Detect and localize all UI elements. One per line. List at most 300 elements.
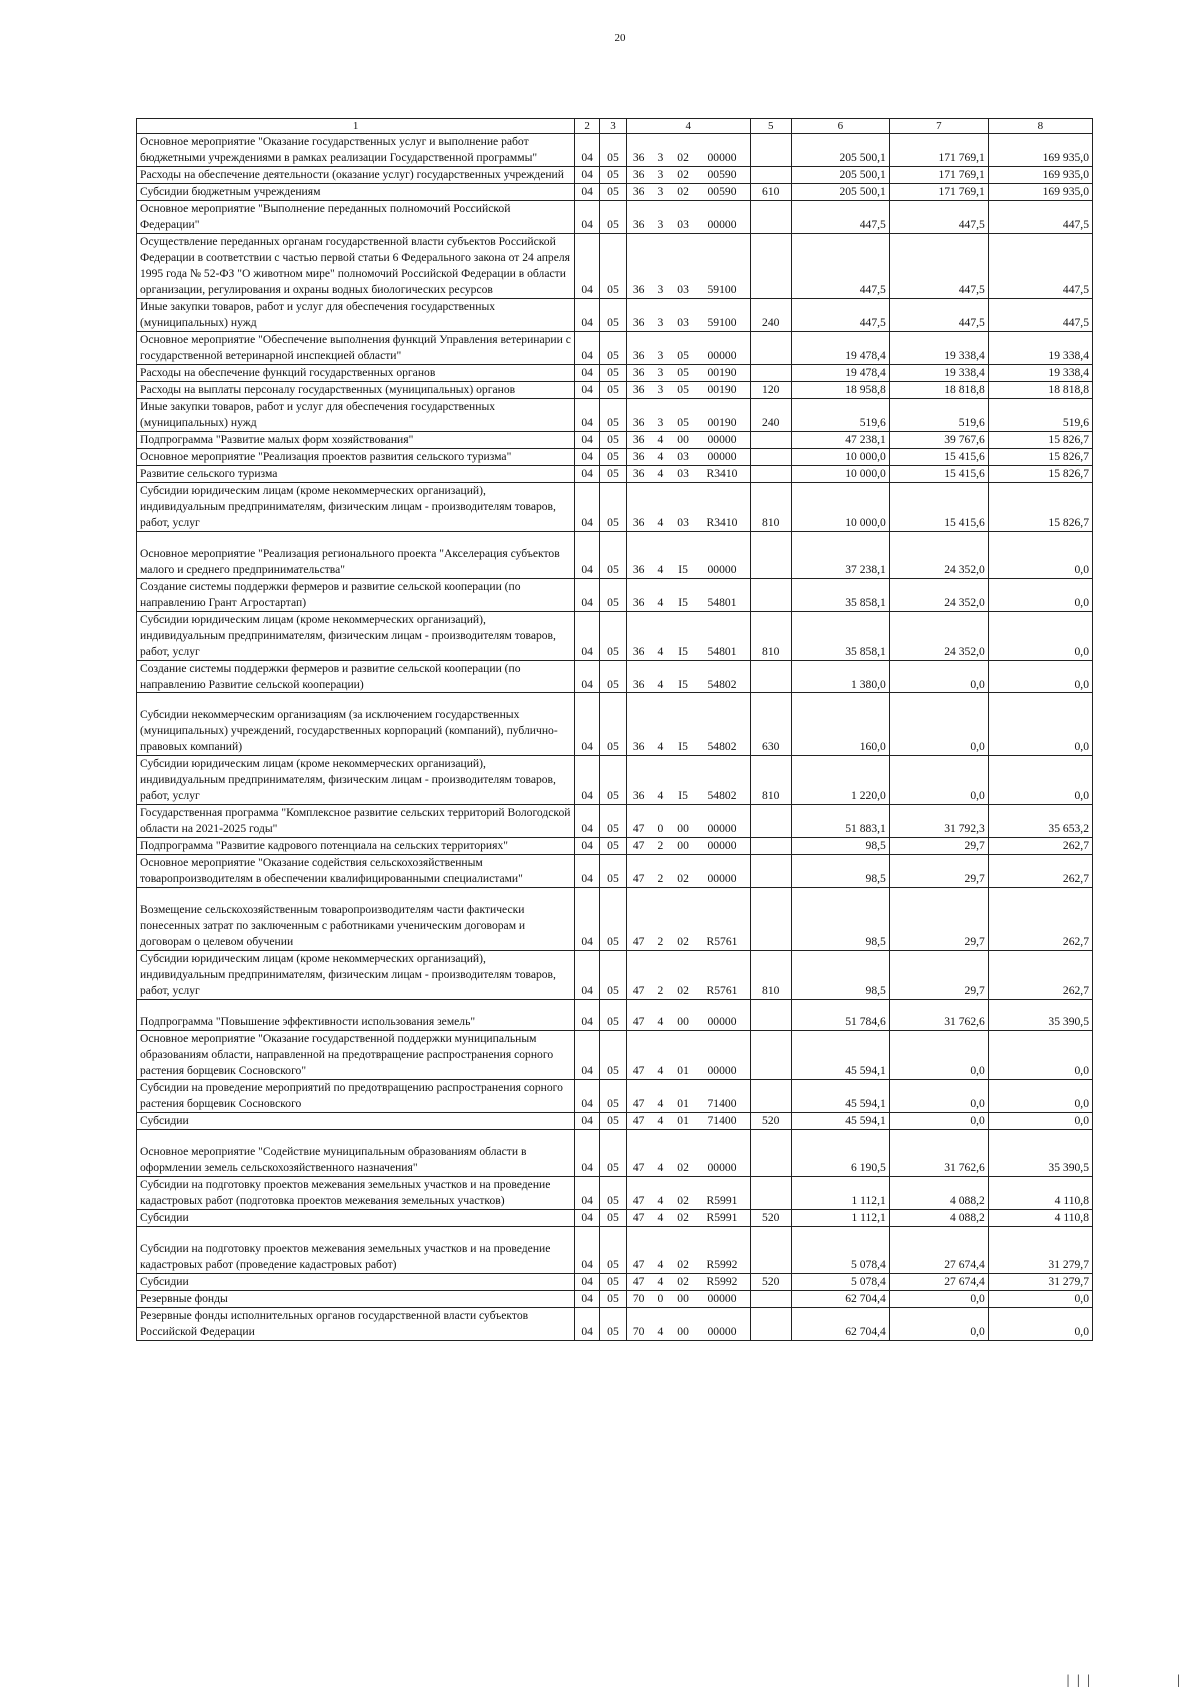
code-section: 04 — [575, 756, 600, 805]
code-program: 36 — [626, 611, 649, 660]
row-name: Основное мероприятие "Выполнение переданных полномочий Российской Федерации" — [137, 200, 575, 233]
code-subsection: 05 — [600, 448, 627, 465]
table-row — [137, 578, 1093, 611]
amount-col6: 5 078,4 — [791, 1274, 889, 1291]
table-row — [137, 756, 1093, 805]
amount-col7: 4 088,2 — [889, 1210, 988, 1227]
amount-col8: 35 390,5 — [988, 1000, 1092, 1031]
code-subsection: 05 — [600, 1080, 627, 1113]
code-program: 36 — [626, 756, 649, 805]
amount-col6: 205 500,1 — [791, 183, 889, 200]
row-name: Субсидии юридическим лицам (кроме некоммерческих организаций), индивидуальным предпринимателям, физическим лицам - производителям товаров, работ, услуг — [137, 951, 575, 1000]
row-name: Иные закупки товаров, работ и услуг для обеспечения государственных (муниципальных) нужд — [137, 398, 575, 431]
code-subsection: 05 — [600, 134, 627, 167]
code-subprogram: 3 — [649, 381, 672, 398]
code-expense-type: 810 — [750, 756, 791, 805]
code-subsection: 05 — [600, 1290, 627, 1307]
row-name: Расходы на обеспечение функций государственных органов — [137, 364, 575, 381]
code-expense-type — [750, 233, 791, 298]
amount-col6: 45 594,1 — [791, 1031, 889, 1080]
code-program: 47 — [626, 888, 649, 951]
code-subprogram: 4 — [649, 1177, 672, 1210]
amount-col8: 15 826,7 — [988, 482, 1092, 531]
table-row — [137, 134, 1093, 167]
amount-col7: 19 338,4 — [889, 331, 988, 364]
code-event: 00 — [672, 1307, 695, 1340]
code-subsection: 05 — [600, 693, 627, 756]
code-subprogram: 3 — [649, 134, 672, 167]
code-expense-type: 120 — [750, 381, 791, 398]
code-section: 04 — [575, 888, 600, 951]
code-event: 01 — [672, 1031, 695, 1080]
code-subsection: 05 — [600, 166, 627, 183]
code-expense-type — [750, 331, 791, 364]
amount-col7: 171 769,1 — [889, 134, 988, 167]
amount-col8: 0,0 — [988, 531, 1092, 578]
code-event: 02 — [672, 951, 695, 1000]
table-row — [137, 1130, 1093, 1177]
code-subprogram: 3 — [649, 183, 672, 200]
code-expense-type — [750, 1000, 791, 1031]
code-program: 36 — [626, 531, 649, 578]
row-name: Осуществление переданных органам государственной власти субъектов Российской Федерации в соответствии с частью первой статьи 6 Федерального закона от 24 апреля 1995 года № 52-ФЗ "О животном мире" полномочий Российской Федерации в области организации, регулирования и охраны водных биологических ресурсов — [137, 233, 575, 298]
table-row — [137, 1227, 1093, 1274]
code-program: 36 — [626, 578, 649, 611]
amount-col7: 31 762,6 — [889, 1000, 988, 1031]
code-section: 04 — [575, 838, 600, 855]
code-subsection: 05 — [600, 611, 627, 660]
amount-col6: 447,5 — [791, 233, 889, 298]
code-direction: 54802 — [694, 756, 750, 805]
code-event: I5 — [672, 693, 695, 756]
amount-col6: 98,5 — [791, 951, 889, 1000]
code-section: 04 — [575, 1177, 600, 1210]
budget-table — [136, 118, 1093, 1341]
amount-col8: 0,0 — [988, 756, 1092, 805]
code-section: 04 — [575, 1031, 600, 1080]
code-section: 04 — [575, 233, 600, 298]
code-expense-type: 240 — [750, 298, 791, 331]
code-event: 03 — [672, 448, 695, 465]
code-expense-type — [750, 1031, 791, 1080]
code-subsection: 05 — [600, 531, 627, 578]
code-subsection: 05 — [600, 200, 627, 233]
amount-col7: 519,6 — [889, 398, 988, 431]
column-header: 3 — [600, 119, 627, 134]
code-expense-type — [750, 838, 791, 855]
table-row — [137, 1000, 1093, 1031]
code-direction: 54802 — [694, 693, 750, 756]
code-expense-type — [750, 805, 791, 838]
amount-col6: 1 380,0 — [791, 660, 889, 693]
amount-col6: 19 478,4 — [791, 364, 889, 381]
code-event: 02 — [672, 1177, 695, 1210]
amount-col8: 0,0 — [988, 1290, 1092, 1307]
amount-col7: 0,0 — [889, 693, 988, 756]
amount-col6: 62 704,4 — [791, 1290, 889, 1307]
code-section: 04 — [575, 431, 600, 448]
code-subprogram: 4 — [649, 1307, 672, 1340]
amount-col8: 262,7 — [988, 951, 1092, 1000]
code-expense-type: 520 — [750, 1113, 791, 1130]
code-program: 36 — [626, 298, 649, 331]
code-section: 04 — [575, 1274, 600, 1291]
code-program: 36 — [626, 398, 649, 431]
amount-col7: 447,5 — [889, 200, 988, 233]
code-section: 04 — [575, 1113, 600, 1130]
code-direction: 54801 — [694, 611, 750, 660]
table-row — [137, 611, 1093, 660]
code-subprogram: 0 — [649, 805, 672, 838]
amount-col7: 0,0 — [889, 1307, 988, 1340]
amount-col8: 31 279,7 — [988, 1227, 1092, 1274]
column-header: 5 — [750, 119, 791, 134]
code-section: 04 — [575, 1290, 600, 1307]
amount-col7: 447,5 — [889, 298, 988, 331]
amount-col7: 29,7 — [889, 951, 988, 1000]
amount-col6: 519,6 — [791, 398, 889, 431]
amount-col7: 15 415,6 — [889, 465, 988, 482]
row-name: Основное мероприятие "Оказание государственной поддержки муниципальным образованиям области, направленной на предотвращение распространения сорного растения борщевик Сосновского" — [137, 1031, 575, 1080]
code-program: 47 — [626, 1227, 649, 1274]
amount-col8: 0,0 — [988, 611, 1092, 660]
code-subprogram: 4 — [649, 1227, 672, 1274]
code-section: 04 — [575, 166, 600, 183]
code-section: 04 — [575, 805, 600, 838]
code-direction: R5991 — [694, 1177, 750, 1210]
row-name: Резервные фонды — [137, 1290, 575, 1307]
amount-col7: 0,0 — [889, 660, 988, 693]
amount-col8: 0,0 — [988, 660, 1092, 693]
code-subprogram: 3 — [649, 298, 672, 331]
amount-col7: 24 352,0 — [889, 578, 988, 611]
code-subprogram: 4 — [649, 611, 672, 660]
code-event: I5 — [672, 531, 695, 578]
code-program: 36 — [626, 233, 649, 298]
column-header: 4 — [626, 119, 750, 134]
code-event: 00 — [672, 838, 695, 855]
code-subsection: 05 — [600, 1031, 627, 1080]
code-direction: R5761 — [694, 888, 750, 951]
row-name: Субсидии юридическим лицам (кроме некоммерческих организаций), индивидуальным предпринимателям, физическим лицам - производителям товаров, работ, услуг — [137, 611, 575, 660]
row-name: Субсидии юридическим лицам (кроме некоммерческих организаций), индивидуальным предпринимателям, физическим лицам - производителям товаров, работ, услуг — [137, 482, 575, 531]
code-event: 02 — [672, 166, 695, 183]
code-event: 02 — [672, 1274, 695, 1291]
code-direction: 59100 — [694, 233, 750, 298]
amount-col8: 0,0 — [988, 1080, 1092, 1113]
code-subsection: 05 — [600, 331, 627, 364]
amount-col8: 18 818,8 — [988, 381, 1092, 398]
code-program: 47 — [626, 1080, 649, 1113]
amount-col8: 262,7 — [988, 888, 1092, 951]
code-subprogram: 3 — [649, 200, 672, 233]
amount-col8: 4 110,8 — [988, 1177, 1092, 1210]
code-event: 02 — [672, 183, 695, 200]
code-program: 36 — [626, 660, 649, 693]
code-subprogram: 3 — [649, 398, 672, 431]
amount-col7: 29,7 — [889, 838, 988, 855]
code-subsection: 05 — [600, 660, 627, 693]
code-event: 05 — [672, 381, 695, 398]
row-name: Развитие сельского туризма — [137, 465, 575, 482]
code-event: 00 — [672, 1000, 695, 1031]
code-event: 03 — [672, 200, 695, 233]
table-row — [137, 465, 1093, 482]
row-name: Субсидии юридическим лицам (кроме некоммерческих организаций), индивидуальным предпринимателям, физическим лицам - производителям товаров, работ, услуг — [137, 756, 575, 805]
code-subsection: 05 — [600, 298, 627, 331]
code-expense-type — [750, 431, 791, 448]
code-expense-type: 610 — [750, 183, 791, 200]
code-expense-type — [750, 855, 791, 888]
code-direction: 00000 — [694, 1307, 750, 1340]
code-expense-type — [750, 1177, 791, 1210]
code-expense-type: 520 — [750, 1274, 791, 1291]
amount-col6: 205 500,1 — [791, 134, 889, 167]
code-event: I5 — [672, 578, 695, 611]
code-section: 04 — [575, 448, 600, 465]
code-expense-type — [750, 465, 791, 482]
code-subprogram: 4 — [649, 1080, 672, 1113]
column-header: 6 — [791, 119, 889, 134]
column-header: 8 — [988, 119, 1092, 134]
code-subsection: 05 — [600, 183, 627, 200]
code-event: 02 — [672, 855, 695, 888]
code-direction: 00190 — [694, 364, 750, 381]
amount-col7: 171 769,1 — [889, 183, 988, 200]
code-program: 47 — [626, 855, 649, 888]
row-name: Основное мероприятие "Реализация проектов развития сельского туризма" — [137, 448, 575, 465]
code-subprogram: 2 — [649, 888, 672, 951]
table-row — [137, 1307, 1093, 1340]
amount-col8: 19 338,4 — [988, 364, 1092, 381]
code-direction: 00000 — [694, 431, 750, 448]
footer-mark: | | | — [1066, 1673, 1092, 1688]
code-event: 01 — [672, 1080, 695, 1113]
amount-col8: 519,6 — [988, 398, 1092, 431]
code-expense-type — [750, 1130, 791, 1177]
table-row — [137, 1177, 1093, 1210]
code-direction: 00000 — [694, 838, 750, 855]
code-subprogram: 4 — [649, 1130, 672, 1177]
amount-col6: 35 858,1 — [791, 578, 889, 611]
code-program: 47 — [626, 1177, 649, 1210]
code-program: 47 — [626, 1210, 649, 1227]
amount-col8: 0,0 — [988, 1031, 1092, 1080]
row-name: Основное мероприятие "Оказание государственных услуг и выполнение работ бюджетными учреждениями в рамках реализации Государственной программы" — [137, 134, 575, 167]
amount-col7: 39 767,6 — [889, 431, 988, 448]
code-subprogram: 2 — [649, 838, 672, 855]
code-program: 47 — [626, 1000, 649, 1031]
code-expense-type: 810 — [750, 611, 791, 660]
row-name: Резервные фонды исполнительных органов государственной власти субъектов Российской Федерации — [137, 1307, 575, 1340]
code-expense-type: 630 — [750, 693, 791, 756]
code-direction: R3410 — [694, 465, 750, 482]
amount-col7: 24 352,0 — [889, 611, 988, 660]
code-event: 02 — [672, 888, 695, 951]
code-subsection: 05 — [600, 431, 627, 448]
code-subsection: 05 — [600, 951, 627, 1000]
amount-col7: 0,0 — [889, 1113, 988, 1130]
code-subsection: 05 — [600, 1227, 627, 1274]
code-event: 02 — [672, 1130, 695, 1177]
code-subsection: 05 — [600, 1113, 627, 1130]
code-section: 04 — [575, 611, 600, 660]
code-subprogram: 4 — [649, 482, 672, 531]
amount-col8: 447,5 — [988, 233, 1092, 298]
code-section: 04 — [575, 331, 600, 364]
code-subprogram: 4 — [649, 531, 672, 578]
code-direction: R5992 — [694, 1274, 750, 1291]
code-program: 47 — [626, 805, 649, 838]
amount-col6: 47 238,1 — [791, 431, 889, 448]
code-program: 36 — [626, 381, 649, 398]
amount-col8: 0,0 — [988, 578, 1092, 611]
amount-col6: 5 078,4 — [791, 1227, 889, 1274]
page-number: 20 — [614, 32, 626, 44]
code-program: 36 — [626, 331, 649, 364]
amount-col8: 31 279,7 — [988, 1274, 1092, 1291]
code-direction: 59100 — [694, 298, 750, 331]
code-section: 04 — [575, 660, 600, 693]
amount-col8: 19 338,4 — [988, 331, 1092, 364]
code-event: 03 — [672, 465, 695, 482]
code-subsection: 05 — [600, 364, 627, 381]
code-program: 36 — [626, 200, 649, 233]
amount-col6: 1 112,1 — [791, 1177, 889, 1210]
table-row — [137, 398, 1093, 431]
code-program: 47 — [626, 1113, 649, 1130]
amount-col7: 24 352,0 — [889, 531, 988, 578]
table-row — [137, 1210, 1093, 1227]
amount-col7: 31 792,3 — [889, 805, 988, 838]
code-direction: R5992 — [694, 1227, 750, 1274]
code-subsection: 05 — [600, 381, 627, 398]
amount-col8: 169 935,0 — [988, 134, 1092, 167]
code-direction: 54801 — [694, 578, 750, 611]
amount-col6: 51 883,1 — [791, 805, 889, 838]
code-subsection: 05 — [600, 805, 627, 838]
code-expense-type — [750, 134, 791, 167]
code-program: 36 — [626, 183, 649, 200]
code-event: 00 — [672, 1290, 695, 1307]
code-section: 04 — [575, 1000, 600, 1031]
table-row — [137, 855, 1093, 888]
code-subsection: 05 — [600, 398, 627, 431]
code-event: 05 — [672, 364, 695, 381]
table-row — [137, 531, 1093, 578]
amount-col6: 10 000,0 — [791, 482, 889, 531]
code-direction: 00000 — [694, 805, 750, 838]
code-direction: R5761 — [694, 951, 750, 1000]
table-row — [137, 448, 1093, 465]
code-direction: 00590 — [694, 183, 750, 200]
code-direction: 00000 — [694, 531, 750, 578]
amount-col6: 19 478,4 — [791, 331, 889, 364]
amount-col8: 169 935,0 — [988, 166, 1092, 183]
amount-col8: 15 826,7 — [988, 448, 1092, 465]
code-direction: 00590 — [694, 166, 750, 183]
code-subsection: 05 — [600, 233, 627, 298]
amount-col8: 447,5 — [988, 298, 1092, 331]
code-program: 70 — [626, 1290, 649, 1307]
amount-col7: 29,7 — [889, 855, 988, 888]
code-subprogram: 3 — [649, 331, 672, 364]
code-program: 47 — [626, 1130, 649, 1177]
code-section: 04 — [575, 1307, 600, 1340]
row-name: Создание системы поддержки фермеров и развитие сельской кооперации (по направлению Развитие сельской кооперации) — [137, 660, 575, 693]
row-name: Создание системы поддержки фермеров и развитие сельской кооперации (по направлению Грант Агростартап) — [137, 578, 575, 611]
table-body — [137, 119, 1093, 1341]
amount-col8: 447,5 — [988, 200, 1092, 233]
amount-col7: 27 674,4 — [889, 1227, 988, 1274]
amount-col6: 160,0 — [791, 693, 889, 756]
code-subsection: 05 — [600, 855, 627, 888]
code-expense-type — [750, 1227, 791, 1274]
row-name: Субсидии — [137, 1113, 575, 1130]
code-subprogram: 3 — [649, 364, 672, 381]
table-row — [137, 805, 1093, 838]
amount-col8: 4 110,8 — [988, 1210, 1092, 1227]
code-direction: R5991 — [694, 1210, 750, 1227]
code-expense-type — [750, 364, 791, 381]
code-program: 36 — [626, 448, 649, 465]
table-row — [137, 1113, 1093, 1130]
code-subsection: 05 — [600, 578, 627, 611]
code-event: 02 — [672, 1227, 695, 1274]
amount-col6: 35 858,1 — [791, 611, 889, 660]
code-direction: 54802 — [694, 660, 750, 693]
amount-col6: 10 000,0 — [791, 465, 889, 482]
amount-col8: 0,0 — [988, 1307, 1092, 1340]
code-expense-type — [750, 888, 791, 951]
code-expense-type — [750, 578, 791, 611]
column-header: 2 — [575, 119, 600, 134]
code-section: 04 — [575, 531, 600, 578]
code-subprogram: 4 — [649, 756, 672, 805]
code-section: 04 — [575, 398, 600, 431]
amount-col6: 205 500,1 — [791, 166, 889, 183]
code-expense-type — [750, 1307, 791, 1340]
table-row — [137, 1031, 1093, 1080]
code-subsection: 05 — [600, 888, 627, 951]
table-row — [137, 364, 1093, 381]
code-event: 03 — [672, 233, 695, 298]
table-header-row — [137, 119, 1093, 134]
code-direction: 00000 — [694, 1031, 750, 1080]
code-subprogram: 4 — [649, 1210, 672, 1227]
code-direction: 00000 — [694, 1000, 750, 1031]
row-name: Расходы на выплаты персоналу государственных (муниципальных) органов — [137, 381, 575, 398]
code-subprogram: 4 — [649, 1113, 672, 1130]
amount-col6: 45 594,1 — [791, 1113, 889, 1130]
amount-col7: 18 818,8 — [889, 381, 988, 398]
code-section: 04 — [575, 1080, 600, 1113]
code-expense-type: 810 — [750, 482, 791, 531]
code-subprogram: 4 — [649, 1000, 672, 1031]
code-subprogram: 4 — [649, 693, 672, 756]
amount-col7: 171 769,1 — [889, 166, 988, 183]
code-expense-type: 810 — [750, 951, 791, 1000]
code-direction: 00000 — [694, 331, 750, 364]
code-direction: 00000 — [694, 1290, 750, 1307]
code-subprogram: 4 — [649, 1031, 672, 1080]
row-name: Подпрограмма "Повышение эффективности использования земель" — [137, 1000, 575, 1031]
amount-col7: 31 762,6 — [889, 1130, 988, 1177]
code-subprogram: 2 — [649, 855, 672, 888]
amount-col8: 262,7 — [988, 855, 1092, 888]
amount-col6: 18 958,8 — [791, 381, 889, 398]
code-event: 05 — [672, 398, 695, 431]
